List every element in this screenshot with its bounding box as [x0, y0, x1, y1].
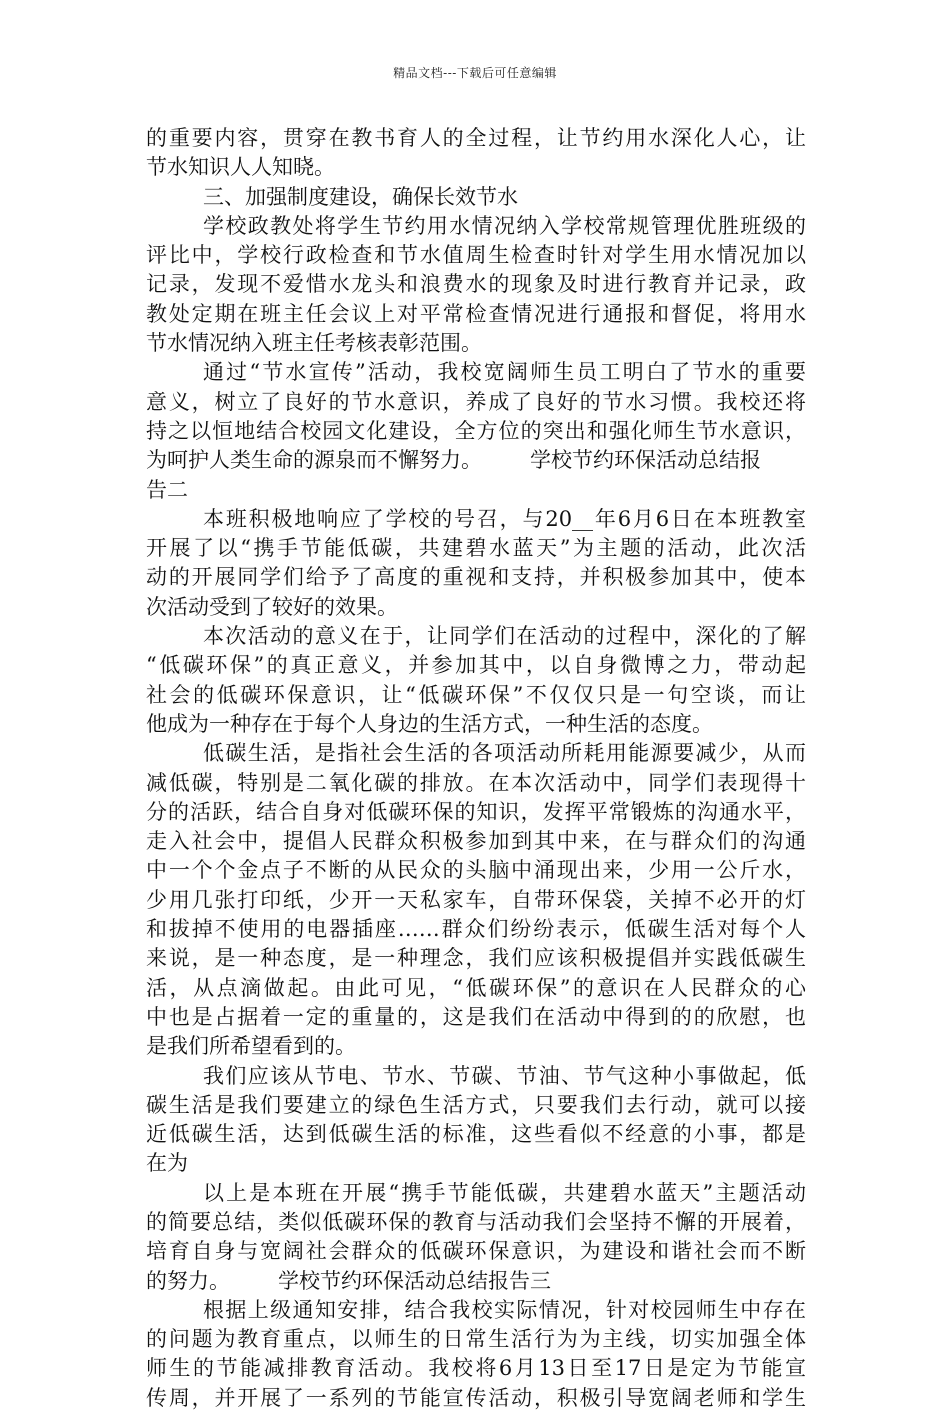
text-line: 的问题为教育重点，以师生的日常生活行为为主线，切实加强全体: [146, 1327, 806, 1352]
section-heading: 三、加强制度建设，确保长效节水: [203, 184, 518, 209]
text-line: 通过“节水宣传”活动，我校宽阔师生员工明白了节水的重要: [203, 360, 806, 385]
text-line: 本次活动的意义在于，让同学们在活动的过程中，深化的了解: [203, 624, 806, 649]
report-title-continued: 告二: [146, 477, 188, 502]
report-title: 学校节约环保活动总结报: [530, 448, 761, 473]
text-line: 学校政教处将学生节约用水情况纳入学校常规管理优胜班级的: [203, 213, 806, 238]
text-line: 的重要内容，贯穿在教书育人的全过程，让节约用水深化人心，让: [146, 126, 806, 150]
text-line: “低碳环保”的真正意义，并参加其中，以自身微博之力，带动起: [146, 653, 806, 678]
text-line: 持之以恒地结合校园文化建设，全方位的突出和强化师生节水意识，: [146, 418, 806, 443]
text-segment: 的努力。: [146, 1268, 230, 1293]
text-line: 中也是占据着一定的重量的，这是我们在活动中得到的的欣慰，也: [146, 1004, 806, 1029]
text-line: 我们应该从节电、节水、节碳、节油、节气这种小事做起，低: [203, 1063, 806, 1088]
text-line: 记录，发现不爱惜水龙头和浪费水的现象及时进行教育并记录，政: [146, 272, 806, 297]
text-line: 中一个个金点子不断的从民众的头脑中涌现出来，少用一公斤水，: [146, 858, 806, 883]
text-line: 意义，树立了良好的节水意识，养成了良好的节水习惯。我校还将: [146, 389, 806, 414]
text-line: 本班积极地响应了学校的号召，与20__年6月6日在本班教室: [203, 506, 806, 531]
text-line: 培育自身与宽阔社会群众的低碳环保意识，为建设和谐社会而不断: [146, 1239, 806, 1264]
text-line: 的简要总结，类似低碳环保的教育与活动我们会坚持不懈的开展着，: [146, 1209, 806, 1234]
text-line: 碳生活是我们要建立的绿色生活方式，只要我们去行动，就可以接: [146, 1092, 806, 1117]
report-title: 学校节约环保活动总结报告三: [278, 1268, 551, 1293]
text-line: 教处定期在班主任会议上对平常检查情况进行通报和督促，将用水: [146, 301, 806, 326]
text-line: 在为: [146, 1151, 188, 1176]
text-line: 动的开展同学们给予了高度的重视和支持，并积极参加其中，使本: [146, 565, 806, 590]
text-line: [146, 1267, 806, 1296]
page-header: 精品文档---下载后可任意编辑: [393, 66, 557, 80]
text-line: 分的活跃，结合自身对低碳环保的知识，发挥平常锻炼的沟通水平，: [146, 799, 806, 824]
text-line: 是我们所希望看到的。: [146, 1034, 356, 1059]
text-line: 师生的节能减排教育活动。我校将6月13日至17日是定为节能宣: [146, 1356, 806, 1381]
text-line: 近低碳生活，达到低碳生活的标准，这些看似不经意的小事，都是: [146, 1122, 806, 1147]
text-line: 评比中，学校行政检查和节水值周生检查时针对学生用水情况加以: [146, 243, 806, 268]
text-line: 低碳生活，是指社会生活的各项活动所耗用能源要减少，从而: [203, 741, 806, 766]
text-line: 和拔掉不使用的电器插座……群众们纷纷表示，低碳生活对每个人: [146, 917, 806, 942]
text-line: 节水情况纳入班主任考核表彰范围。: [146, 331, 482, 356]
text-line: 减低碳，特别是二氧化碳的排放。在本次活动中，同学们表现得十: [146, 770, 806, 795]
text-line: 以上是本班在开展“携手节能低碳，共建碧水蓝天”主题活动: [203, 1180, 806, 1205]
text-line: [146, 446, 806, 475]
text-line: 来说，是一种态度，是一种理念，我们应该积极提倡并实践低碳生: [146, 946, 806, 971]
text-segment: 为呵护人类生命的源泉而不懈努力。: [146, 448, 482, 473]
text-line: 次活动受到了较好的效果。: [146, 594, 398, 619]
text-line: 走入社会中，提倡人民群众积极参加到其中来，在与群众们的沟通: [146, 829, 806, 854]
text-line: 活，从点滴做起。由此可见，“低碳环保”的意识在人民群众的心: [146, 975, 806, 1000]
text-line: 少用几张打印纸，少开一天私家车，自带环保袋，关掉不必开的灯: [146, 887, 806, 912]
text-line: 他成为一种存在于每个人身边的生活方式，一种生活的态度。: [146, 711, 713, 736]
text-line: 传周，并开展了一系列的节能宣传活动，积极引导宽阔老师和学生: [146, 1385, 806, 1410]
text-line: 节水知识人人知晓。: [146, 155, 335, 180]
text-line: 开展了以“携手节能低碳，共建碧水蓝天”为主题的活动，此次活: [146, 536, 806, 561]
document-body: [146, 124, 806, 1413]
text-line: 根据上级通知安排，结合我校实际情况，针对校园师生中存在: [203, 1297, 806, 1322]
text-line: 社会的低碳环保意识，让“低碳环保”不仅仅只是一句空谈，而让: [146, 682, 806, 707]
